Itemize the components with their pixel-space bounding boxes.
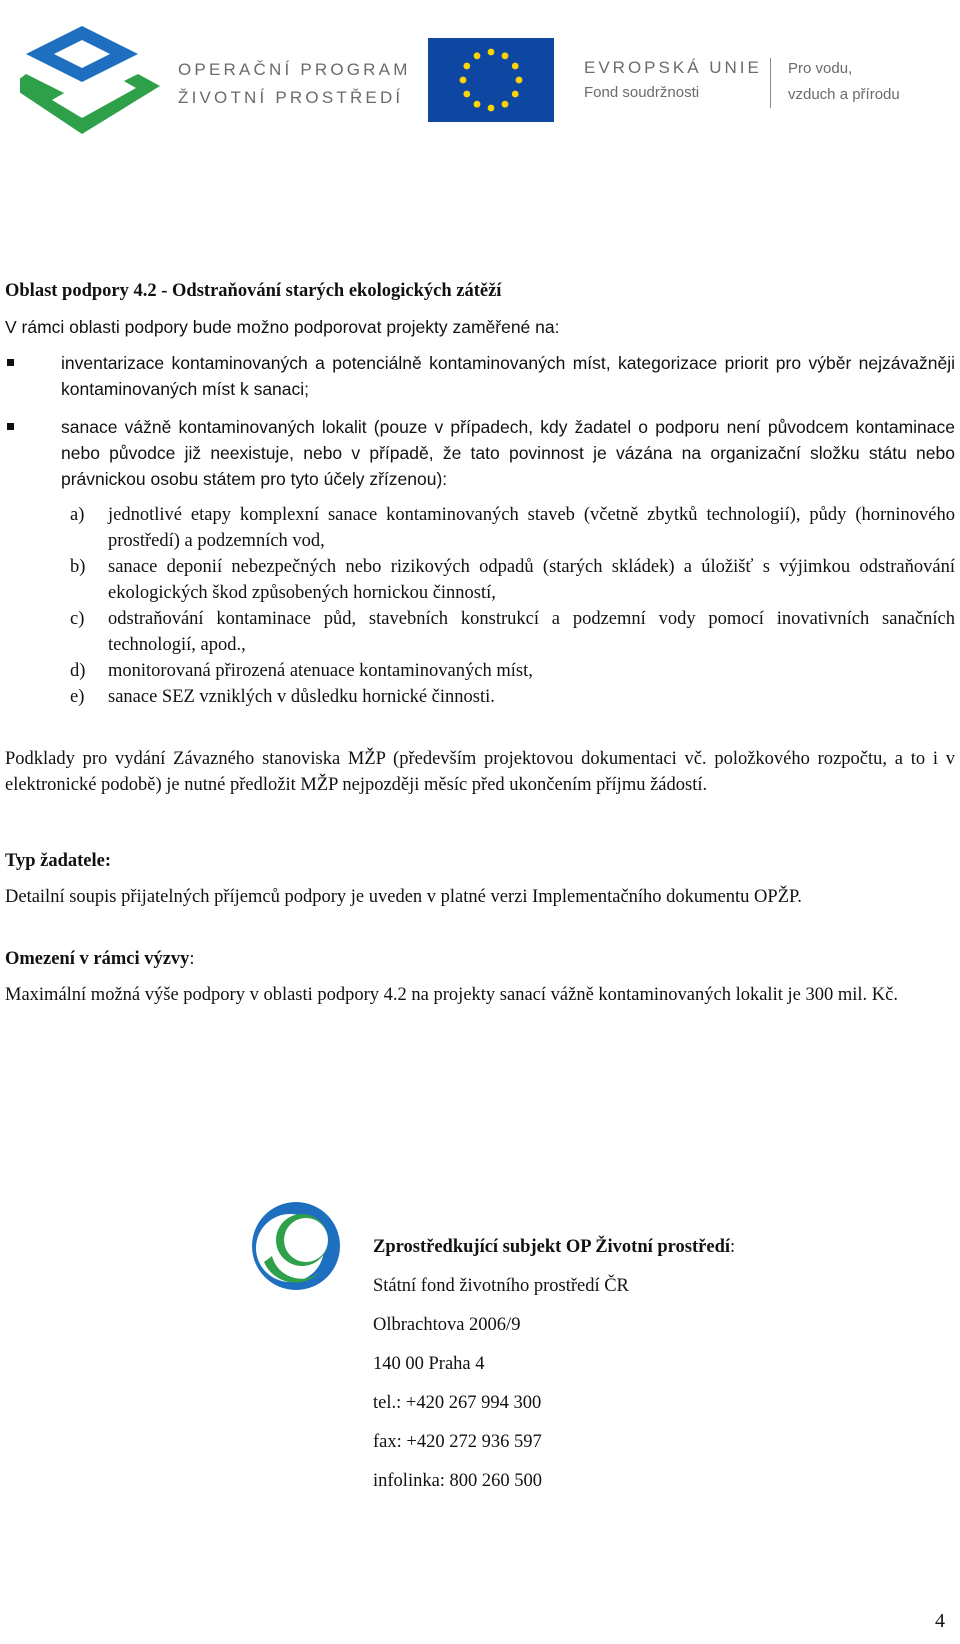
contact-phone: tel.: +420 267 994 300 <box>373 1393 542 1413</box>
sub-item-marker: d) <box>70 661 86 681</box>
bullet-item-inventory <box>5 350 955 402</box>
sub-item-a <box>5 502 955 554</box>
eu-fund: Fond soudržnosti <box>584 84 700 101</box>
applicant-text: Detailní soupis přijatelných příjemců podpory je uveden v platné verzi Implementačního dokumentu OPŽP. <box>5 887 802 907</box>
contact-street: Olbrachtova 2006/9 <box>373 1315 521 1335</box>
sub-item-b <box>5 554 955 606</box>
contact-colon: : <box>730 1237 736 1257</box>
square-bullet-icon <box>7 423 14 430</box>
section-title: Oblast podpory 4.2 - Odstraňování starých ekologických zátěží <box>5 281 502 301</box>
op-line2: ŽIVOTNÍ PROSTŘEDÍ <box>178 88 404 107</box>
op-zp-logo-icon <box>20 22 170 142</box>
op-line1: OPERAČNÍ PROGRAM <box>178 60 411 79</box>
bullet-item-remediation <box>5 414 955 492</box>
op-program-name <box>178 56 411 112</box>
eu-flag-icon <box>428 38 554 122</box>
sub-item-marker: a) <box>70 505 85 525</box>
sub-item-marker: b) <box>70 557 86 577</box>
eu-title: EVROPSKÁ UNIE <box>584 58 762 77</box>
sub-item-marker: e) <box>70 687 85 707</box>
contact-block <box>373 1228 735 1501</box>
header-divider <box>770 58 771 108</box>
sub-item-text: monitorovaná přirozená atenuace kontaminovaných míst, <box>108 661 533 681</box>
header-logos <box>0 0 960 175</box>
sub-list <box>5 502 955 710</box>
contact-hotline: infolinka: 800 260 500 <box>373 1471 543 1491</box>
limits-colon: : <box>189 949 195 969</box>
document-body <box>5 278 955 1008</box>
contact-city: 140 00 Praha 4 <box>373 1354 485 1374</box>
sub-item-text: sanace SEZ vzniklých v důsledku hornické činnosti. <box>108 687 495 707</box>
slogan-line2: vzduch a přírodu <box>788 86 900 103</box>
sub-item-c <box>5 606 955 658</box>
sub-item-text: sanace deponií nebezpečných nebo rizikových odpadů (starých skládek) a úložišť s výjimkou odstraňování ekologických škod způsobených hornickou činností, <box>108 557 955 603</box>
bullet-text: sanace vážně kontaminovaných lokalit (pouze v případech, kdy žadatel o podporu není původcem kontaminace nebo původce již neexistuje, nebo v případě, že tato povinnost je vázána na organizační složku státu nebo právnickou osobu státem pro tyto účely zřízenou): <box>61 417 955 489</box>
contact-title: Zprostředkující subjekt OP Životní prostředí <box>373 1237 731 1257</box>
contact-org: Státní fond životního prostředí ČR <box>373 1276 629 1296</box>
sub-item-text: jednotlivé etapy komplexní sanace kontaminovaných staveb (včetně zbytků technologií), půdy (horninového prostředí) a podzemních vod, <box>108 505 955 551</box>
limits-title: Omezení v rámci výzvy <box>5 949 190 969</box>
limits-text: Maximální možná výše podpory v oblasti podpory 4.2 na projekty sanací vážně kontaminovaných lokalit je 300 mil. Kč. <box>5 985 898 1005</box>
bullet-text: inventarizace kontaminovaných a potenciálně kontaminovaných míst, kategorizace priorit pro výběr nejzávažněji kontaminovaných míst k sanaci; <box>61 353 955 399</box>
section-intro: V rámci oblasti podpory bude možno podporovat projekty zaměřené na: <box>5 317 560 337</box>
contact-fax: fax: +420 272 936 597 <box>373 1432 542 1452</box>
podklady-paragraph: Podklady pro vydání Závazného stanoviska MŽP (především projektovou dokumentaci vč. položkového rozpočtu, a to i v elektronické podobě) je nutné předložit MŽP nejpozději měsíc před ukončením příjmu žádostí. <box>5 749 955 795</box>
eu-label <box>584 55 762 105</box>
sub-item-text: odstraňování kontaminace půd, stavebních konstrukcí a podzemní vody pomocí inovativních sanačních technologií, apod., <box>108 609 955 655</box>
page-number: 4 <box>935 1610 945 1632</box>
sub-item-marker: c) <box>70 609 85 629</box>
slogan <box>788 56 900 108</box>
sub-item-e <box>5 684 955 710</box>
applicant-title: Typ žadatele: <box>5 851 112 871</box>
sfzp-logo-icon <box>250 1200 342 1292</box>
slogan-line1: Pro vodu, <box>788 60 853 77</box>
limits-title-line <box>5 946 955 972</box>
square-bullet-icon <box>7 359 14 366</box>
sub-item-d <box>5 658 955 684</box>
contact-title-line <box>373 1228 735 1267</box>
